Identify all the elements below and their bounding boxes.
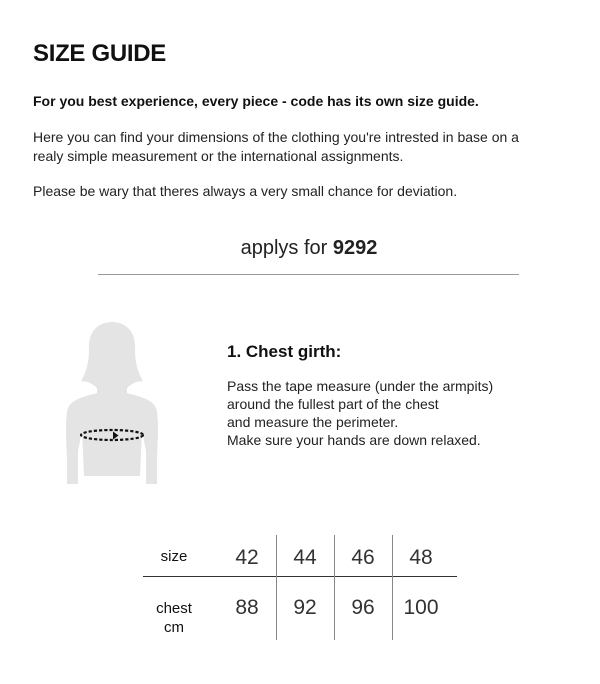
product-code: 9292 [332,237,378,259]
chest-cell: 88 [235,596,259,619]
chest-cell: 92 [293,596,317,619]
chest-label: chest [156,600,192,617]
measurement-title: 1. Chest girth: [227,342,342,361]
measurement-instructions [227,377,547,449]
table-column-divider [334,535,335,640]
applies-prefix: applys for [240,237,328,259]
size-row-header: size [160,548,188,565]
unit-label: cm [164,619,184,636]
page-title: SIZE GUIDE [33,40,167,67]
intro-bold-text: For you best experience, every piece - code has its own size guide. [33,93,479,109]
table-column-divider [276,535,277,640]
size-cell: 48 [409,546,433,569]
size-cell: 44 [293,546,317,569]
size-cell: 46 [351,546,375,569]
chest-row-header [143,599,205,637]
chest-cell: 100 [403,596,439,619]
applies-divider [98,274,519,275]
size-cell: 42 [235,546,259,569]
instruction-line: around the fullest part of the chest [227,396,439,412]
table-header-divider [143,576,457,577]
applies-heading [0,237,600,260]
intro-paragraph-line: Here you can find your dimensions of the clothing you're intrested in base on a [33,129,519,145]
instruction-line: Make sure your hands are down relaxed. [227,432,481,448]
instruction-line: Pass the tape measure (under the armpits) [227,378,494,394]
size-table [143,535,463,645]
silhouette-body [66,322,158,484]
chest-cell: 96 [351,596,375,619]
female-torso-silhouette-icon [62,318,162,486]
instruction-line: and measure the perimeter. [227,414,399,430]
intro-paragraph-line: realy simple measurement or the international assignments. [33,148,404,164]
table-column-divider [392,535,393,640]
deviation-note: Please be wary that theres always a very small chance for deviation. [33,183,458,199]
intro-paragraph [33,128,573,166]
